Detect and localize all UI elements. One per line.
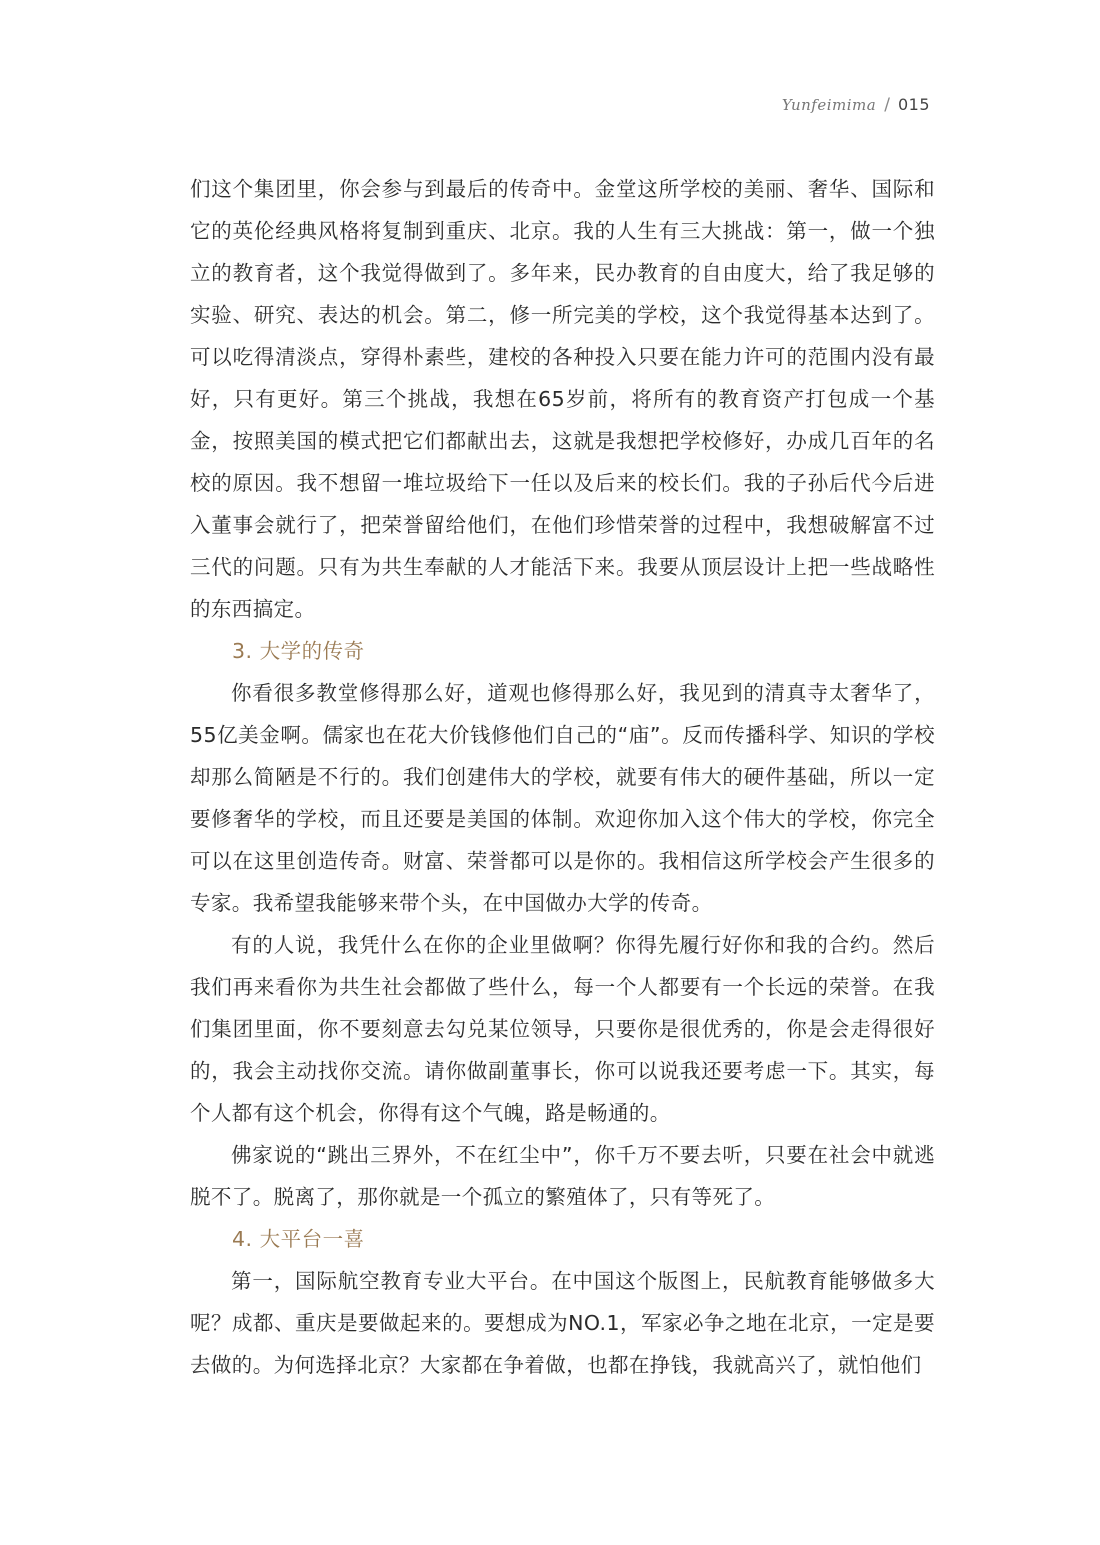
paragraph: 佛家说的“跳出三界外，不在红尘中”，你千万不要去听，只要在社会中就逃脱不了。脱离了，那你就是一个孤立的繁殖体了，只有等死了。 <box>190 1143 935 1209</box>
paragraph: 你看很多教堂修得那么好，道观也修得那么好，我见到的清真寺太奢华了，55亿美金啊。儒家也在花大价钱修他们自己的“庙”。反而传播科学、知识的学校却那么简陋是不行的。我们创建伟大的学校，就要有伟大的硬件基础，所以一定要修奢华的学校，而且还要是美国的体制。欢迎你加入这个伟大的学校，你完全可以在这里创造传奇。财富、荣誉都可以是你的。我相信这所学校会产生很多的专家。我希望我能够来带个头，在中国做办大学的传奇。 <box>190 681 935 915</box>
paragraph-continued: 们这个集团里，你会参与到最后的传奇中。金堂这所学校的美丽、奢华、国际和它的英伦经典风格将复制到重庆、北京。我的人生有三大挑战：第一，做一个独立的教育者，这个我觉得做到了。多年来，民办教育的自由度大，给了我足够的实验、研究、表达的机会。第二，修一所完美的学校，这个我觉得基本达到了。可以吃得清淡点，穿得朴素些，建校的各种投入只要在能力许可的范围内没有最好，只有更好。第三个挑战，我想在65岁前，将所有的教育资产打包成一个基金，按照美国的模式把它们都献出去，这就是我想把学校修好，办成几百年的名校的原因。我不想留一堆垃圾给下一任以及后来的校长们。我的子孙后代今后进入董事会就行了，把荣誉留给他们，在他们珍惜荣誉的过程中，我想破解富不过三代的问题。只有为共生奉献的人才能活下来。我要从顶层设计上把一些战略性的东西搞定。 <box>190 177 935 621</box>
page-number: 015 <box>897 95 930 114</box>
header-separator: / <box>884 95 890 115</box>
section-heading-4: 4. 大平台一喜 <box>232 1227 365 1251</box>
paragraph: 第一，国际航空教育专业大平台。在中国这个版图上，民航教育能够做多大呢？成都、重庆是要做起来的。要想成为NO.1，军家必争之地在北京，一定是要去做的。为何选择北京？大家都在争着做，也都在挣钱，我就高兴了，就怕他们 <box>190 1269 935 1377</box>
body-text <box>190 168 935 1386</box>
book-name: Yunfeimima <box>781 96 877 114</box>
paragraph: 有的人说，我凭什么在你的企业里做啊？你得先履行好你和我的合约。然后我们再来看你为共生社会都做了些什么，每一个人都要有一个长远的荣誉。在我们集团里面，你不要刻意去勾兑某位领导，只要你是很优秀的，你是会走得很好的，我会主动找你交流。请你做副董事长，你可以说我还要考虑一下。其实，每个人都有这个机会，你得有这个气魄，路是畅通的。 <box>190 933 935 1125</box>
section-heading-3: 3. 大学的传奇 <box>232 639 365 663</box>
running-header <box>782 95 930 115</box>
